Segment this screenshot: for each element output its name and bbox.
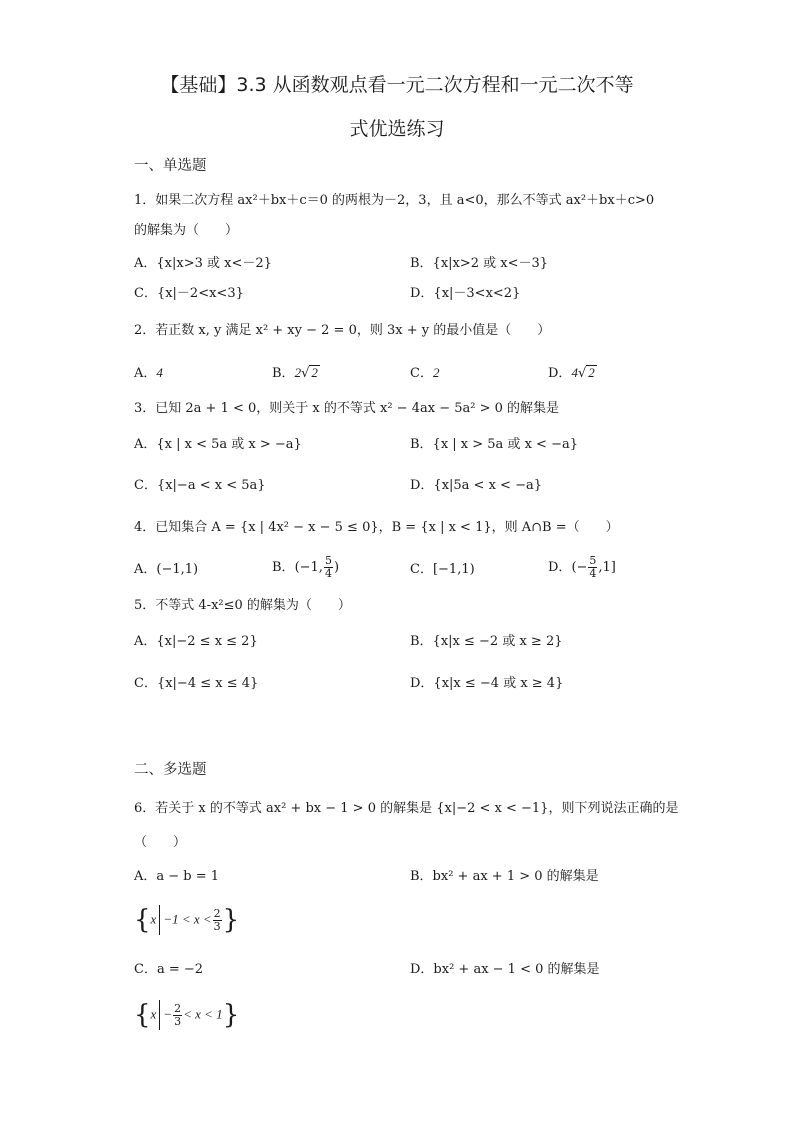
question-4-option-a	[134, 560, 198, 580]
question-1-option-a: A．{x|x>3 或 x<－2}	[134, 256, 272, 271]
option-letter: A．	[134, 562, 157, 577]
numerator: 5	[324, 554, 332, 567]
question-4-option-b	[272, 555, 339, 580]
option-value: 4	[156, 365, 163, 380]
set-bar	[159, 1000, 160, 1030]
fraction	[588, 555, 597, 580]
radicand: 2	[588, 365, 595, 380]
option-letter: B．	[272, 560, 295, 575]
numerator: 2	[213, 906, 221, 920]
question-4-option-c	[410, 560, 475, 580]
option-letter: D．	[548, 366, 572, 381]
denominator: 4	[589, 567, 597, 580]
interval-close: ,1]	[598, 560, 616, 575]
question-1-option-c: C．{x|－2<x<3}	[134, 286, 244, 301]
page-title-line1: 【基础】3.3 从函数观点看一元二次方程和一元二次不等	[160, 74, 634, 96]
question-6-option-d-set	[134, 1000, 239, 1030]
question-2-option-d	[548, 363, 597, 384]
set-condition: −	[163, 1006, 173, 1022]
question-5-option-c: C．{x|−4 ≤ x ≤ 4}	[134, 676, 259, 691]
interval-open: (−1,	[294, 560, 323, 575]
interval-open: (−	[571, 560, 588, 575]
question-3-option-b: B．{x | x > 5a 或 x < −a}	[410, 437, 578, 452]
page-title-line2: 式优选练习	[349, 118, 445, 140]
right-brace: }	[222, 905, 240, 935]
set-condition: < x < 1	[183, 1006, 223, 1022]
option-letter: D．	[548, 560, 572, 575]
question-1-stem-cont: 的解集为（ ）	[134, 223, 239, 238]
question-6-stem: 6．若关于 x 的不等式 ax² + bx − 1 > 0 的解集是 {x|−2 < x < −1}，则下列说法正确的是	[134, 801, 679, 816]
question-6-option-c: C．a = −2	[134, 962, 204, 977]
question-5-stem: 5．不等式 4-x²≤0 的解集为（ ）	[134, 598, 351, 613]
numerator: 5	[589, 554, 597, 567]
section-heading-single-choice: 一、单选题	[134, 158, 207, 174]
question-5-option-a: A．{x|−2 ≤ x ≤ 2}	[134, 634, 258, 649]
question-3-option-d: D．{x|5a < x < −a}	[410, 478, 542, 493]
question-6-option-b: B．bx² + ax + 1 > 0 的解集是	[410, 869, 599, 884]
option-letter: A．	[134, 366, 157, 381]
sqrt-sign: √	[301, 366, 310, 381]
option-value: 2	[432, 365, 440, 380]
question-6-option-b-set	[134, 905, 239, 935]
question-3-stem: 3．已知 2a + 1 < 0，则关于 x 的不等式 x² − 4ax − 5a² > 0 的解集是	[134, 401, 560, 416]
option-value: (−1,1)	[156, 562, 199, 577]
set-variable: x	[150, 911, 157, 927]
fraction	[173, 1003, 182, 1028]
denominator: 3	[174, 1014, 182, 1028]
option-letter: C．	[410, 366, 433, 381]
left-brace: {	[134, 1000, 151, 1030]
fraction	[324, 555, 333, 580]
section-heading-multi-choice: 二、多选题	[134, 762, 207, 778]
radicand: 2	[311, 365, 318, 380]
option-letter: C．	[410, 562, 433, 577]
question-2-option-b	[272, 363, 320, 384]
question-6-option-a: A．a − b = 1	[134, 869, 220, 884]
option-letter: B．	[272, 366, 295, 381]
question-3-option-a: A．{x | x < 5a 或 x > −a}	[134, 437, 302, 452]
coefficient: 4	[571, 365, 578, 380]
numerator: 2	[174, 1001, 182, 1015]
question-1-option-d: D．{x|－3<x<2}	[410, 286, 521, 301]
denominator: 3	[213, 919, 221, 933]
option-value: [−1,1)	[432, 562, 475, 577]
question-4-option-d	[548, 555, 616, 580]
coefficient: 2	[294, 365, 302, 380]
denominator: 4	[324, 567, 332, 580]
question-5-option-b: B．{x|x ≤ −2 或 x ≥ 2}	[410, 634, 563, 649]
question-1-stem: 1．如果二次方程 ax²＋bx＋c＝0 的两根为－2，3，且 a<0，那么不等式 ax²＋bx＋c>0	[134, 193, 655, 208]
sqrt-sign: √	[577, 366, 587, 381]
question-4-stem: 4．已知集合 A = {x | 4x² − x − 5 ≤ 0}，B = {x | x < 1}，则 A∩B =（ ）	[134, 520, 619, 535]
question-2-option-c	[410, 363, 439, 384]
question-6-stem-cont: （ ）	[134, 835, 187, 850]
interval-close: )	[333, 560, 340, 575]
left-brace: {	[134, 905, 151, 935]
question-2-stem: 2．若正数 x, y 满足 x² + xy − 2 = 0，则 3x + y 的最小值是（ ）	[134, 323, 551, 338]
set-condition: −1 < x <	[163, 911, 212, 927]
question-5-option-d: D．{x|x ≤ −4 或 x ≥ 4}	[410, 676, 564, 691]
question-1-option-b: B．{x|x>2 或 x<－3}	[410, 256, 549, 271]
set-variable: x	[150, 1006, 157, 1022]
question-6-option-d: D．bx² + ax − 1 < 0 的解集是	[410, 962, 600, 977]
right-brace: }	[222, 1000, 240, 1030]
set-bar	[159, 905, 160, 935]
question-2-option-a	[134, 363, 163, 384]
fraction	[213, 908, 222, 933]
question-3-option-c: C．{x|−a < x < 5a}	[134, 478, 266, 493]
